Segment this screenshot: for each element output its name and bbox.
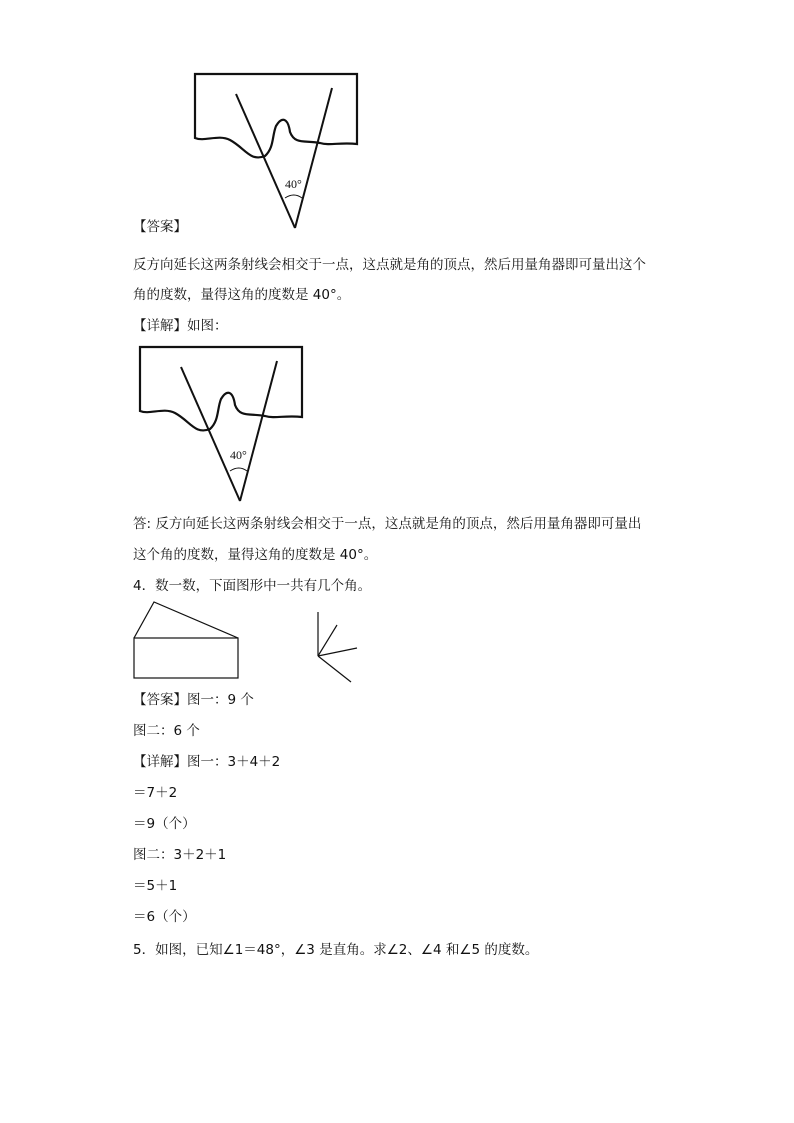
ray-left	[236, 94, 295, 228]
angle-label: 40°	[285, 177, 302, 191]
ray-right	[240, 361, 277, 501]
detail-4-line-1: 【详解】图一：3＋4＋2	[133, 754, 281, 770]
rectangle	[134, 638, 238, 678]
figure-4-shape-one	[130, 598, 245, 683]
answer-text-line-2: 角的度数，量得这角的度数是 40°。	[133, 287, 351, 303]
paper-outline	[195, 74, 357, 157]
answer-heading: 【答案】	[133, 219, 187, 235]
question-4: 4．数一数，下面图形中一共有几个角。	[133, 578, 372, 594]
answer-text-line-1: 反方向延长这两条射线会相交于一点，这点就是角的顶点，然后用量角器即可量出这个	[133, 257, 646, 273]
detail-4-line-6: ＝6（个）	[133, 909, 196, 925]
ray-right	[295, 88, 332, 228]
detail-4-line-3: ＝9（个）	[133, 816, 196, 832]
ray-left	[181, 367, 240, 501]
angle-arc	[285, 195, 302, 198]
detail-4-line-2: ＝7＋2	[133, 785, 178, 801]
detail-4-line-5: ＝5＋1	[133, 878, 178, 894]
figure-4-shape-two	[310, 608, 370, 688]
reply-line-1: 答: 反方向延长这两条射线会相交于一点，这点就是角的顶点，然后用量角器即可量出	[133, 516, 642, 532]
answer-4-line-1: 【答案】图一：9 个	[133, 692, 254, 708]
detail-4-line-4: 图二：3＋2＋1	[133, 847, 227, 863]
detail-heading: 【详解】如图：	[133, 318, 228, 334]
angle-label: 40°	[230, 448, 247, 462]
ray-4	[318, 656, 351, 682]
paper-outline	[140, 347, 302, 430]
ray-2	[318, 625, 337, 656]
ray-3	[318, 648, 357, 656]
torn-angle-figure-1	[190, 70, 365, 235]
reply-line-2: 这个角的度数，量得这角的度数是 40°。	[133, 547, 378, 563]
question-5: 5．如图，已知∠1＝48°，∠3 是直角。求∠2、∠4 和∠5 的度数。	[133, 942, 539, 958]
answer-4-line-2: 图二：6 个	[133, 723, 200, 739]
torn-angle-figure-2	[135, 343, 310, 508]
triangle-top	[134, 602, 238, 638]
angle-arc	[230, 468, 247, 471]
